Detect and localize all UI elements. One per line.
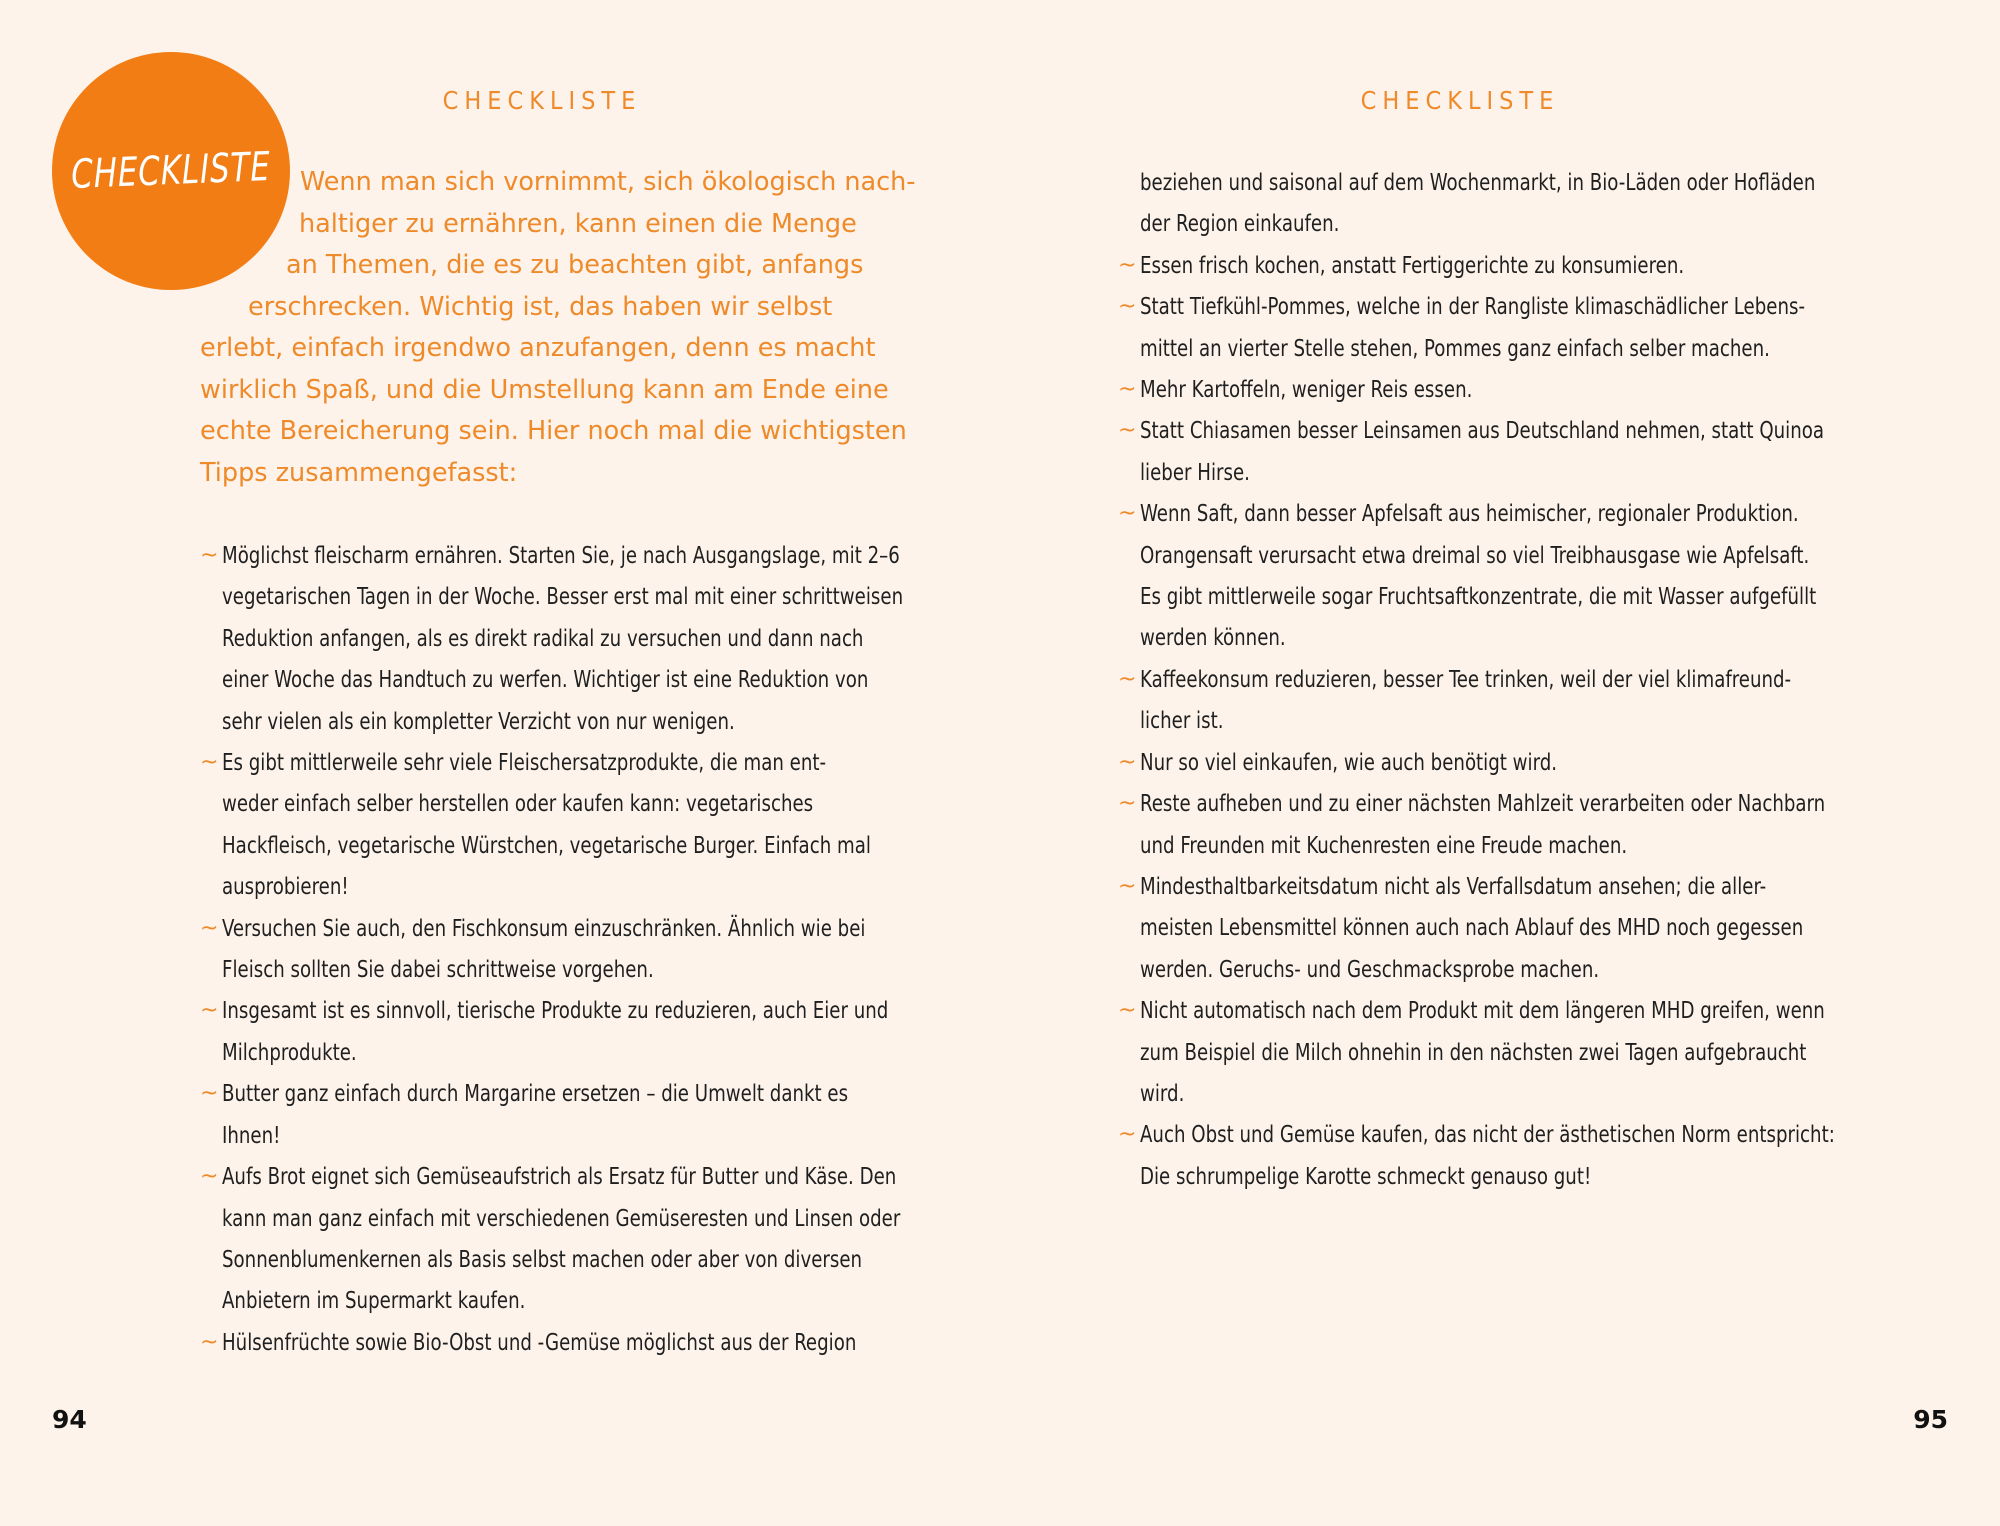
item-line: Es gibt mittlerweile sehr viele Fleischersatzprodukte, die man ent-: [222, 748, 827, 777]
checklist-left: [200, 535, 904, 1363]
list-item: [200, 1322, 900, 1363]
intro-line: haltiger zu ernähren, kann einen die Menge: [299, 208, 857, 239]
item-line: Es gibt mittlerweile sogar Fruchtsaftkonzentrate, die mit Wasser aufgefüllt: [1140, 582, 1817, 611]
item-line: Milchprodukte.: [222, 1037, 357, 1066]
list-item: [200, 742, 900, 908]
intro-line: echte Bereicherung sein. Hier noch mal die wichtigsten: [200, 416, 907, 446]
item-line: der Region einkaufen.: [1140, 209, 1340, 238]
page-number: 95: [1913, 1405, 1948, 1434]
item-line: Mindesthaltbarkeitsdatum nicht als Verfallsdatum ansehen; die aller-: [1140, 871, 1767, 900]
item-line: licher ist.: [1140, 706, 1224, 735]
list-item: [1118, 286, 1838, 369]
intro-line: wirklich Spaß, und die Umstellung kann am Ende eine: [200, 374, 889, 405]
tilde-bullet-icon: ~: [200, 1329, 219, 1355]
item-line: Möglichst fleischarm ernähren. Starten Sie, je nach Ausgangslage, mit 2–6: [222, 541, 900, 569]
item-line: Nicht automatisch nach dem Produkt mit dem längeren MHD greifen, wenn: [1140, 996, 1825, 1025]
item-line: Orangensaft verursacht etwa dreimal so viel Treibhausgase wie Apfelsaft.: [1140, 540, 1810, 569]
item-line: Wenn Saft, dann besser Apfelsaft aus heimischer, regionaler Produktion.: [1140, 499, 1799, 528]
list-item: [1118, 659, 1838, 742]
list-item: [1118, 990, 1838, 1114]
list-item-continued: [1118, 162, 1838, 245]
list-item: [200, 1073, 900, 1156]
list-item: [200, 908, 900, 991]
item-line: wird.: [1140, 1078, 1185, 1107]
running-head: CHECKLISTE: [1360, 86, 1560, 115]
tilde-bullet-icon: ~: [1118, 501, 1137, 527]
running-head: CHECKLISTE: [442, 86, 642, 115]
intro-line: an Themen, die es zu beachten gibt, anfangs: [286, 250, 864, 280]
item-line: Aufs Brot eignet sich Gemüseaufstrich als Ersatz für Butter und Käse. Den: [222, 1162, 897, 1191]
tilde-bullet-icon: ~: [1118, 749, 1137, 775]
item-line: Sonnenblumenkernen als Basis selbst machen oder aber von diversen: [222, 1244, 863, 1273]
tilde-bullet-icon: ~: [200, 998, 219, 1024]
item-line: vegetarischen Tagen in der Woche. Besser erst mal mit einer schrittweisen: [222, 582, 904, 611]
item-line: Essen frisch kochen, anstatt Fertiggerichte zu konsumieren.: [1140, 250, 1685, 279]
tilde-bullet-icon: ~: [1118, 873, 1137, 899]
list-item: [1118, 783, 1838, 866]
intro-line: erschrecken. Wichtig ist, das haben wir selbst: [248, 291, 833, 322]
tilde-bullet-icon: ~: [200, 750, 219, 776]
list-item: [1118, 245, 1838, 286]
list-item: [200, 1156, 900, 1322]
tilde-bullet-icon: ~: [1118, 666, 1137, 692]
item-line: Statt Tiefkühl-Pommes, welche in der Rangliste klimaschädlicher Lebens-: [1140, 292, 1806, 321]
item-line: zum Beispiel die Milch ohnehin in den nächsten zwei Tagen aufgebraucht: [1140, 1037, 1807, 1066]
item-line: Anbietern im Supermarkt kaufen.: [222, 1286, 526, 1315]
item-line: weder einfach selber herstellen oder kaufen kann: vegetarisches: [222, 789, 814, 818]
tilde-bullet-icon: ~: [200, 543, 219, 568]
item-line: Die schrumpelige Karotte schmeckt genauso gut!: [1140, 1161, 1592, 1190]
list-item: [200, 535, 904, 742]
list-item: [1118, 742, 1838, 783]
list-item: [200, 990, 900, 1073]
intro-line: Wenn man sich vornimmt, sich ökologisch nach-: [300, 167, 916, 197]
item-line: Fleisch sollten Sie dabei schrittweise vorgehen.: [222, 955, 654, 984]
right-page: [1000, 0, 2000, 1526]
tilde-bullet-icon: ~: [1118, 998, 1137, 1024]
tilde-bullet-icon: ~: [1118, 252, 1137, 278]
item-line: Versuchen Sie auch, den Fischkonsum einzuschränken. Ähnlich wie bei: [222, 913, 866, 942]
item-line: kann man ganz einfach mit verschiedenen Gemüseresten und Linsen oder: [222, 1203, 901, 1232]
item-line: meisten Lebensmittel können auch nach Ablauf des MHD noch gegessen: [1140, 913, 1804, 942]
item-line: werden können.: [1140, 623, 1286, 652]
list-item: [1118, 369, 1838, 410]
item-line: sehr vielen als ein kompletter Verzicht von nur wenigen.: [222, 706, 735, 735]
item-line: Auch Obst und Gemüse kaufen, das nicht der ästhetischen Norm entspricht:: [1140, 1120, 1835, 1149]
item-line: ausprobieren!: [222, 872, 349, 901]
item-line: mittel an vierter Stelle stehen, Pommes ganz einfach selber machen.: [1140, 333, 1770, 362]
item-line: Nur so viel einkaufen, wie auch benötigt wird.: [1140, 747, 1558, 776]
item-line: Statt Chiasamen besser Leinsamen aus Deutschland nehmen, statt Quinoa: [1140, 416, 1824, 445]
tilde-bullet-icon: ~: [200, 1164, 219, 1190]
item-line: beziehen und saisonal auf dem Wochenmarkt, in Bio-Läden oder Hofläden: [1140, 168, 1816, 196]
item-line: einer Woche das Handtuch zu werfen. Wichtiger ist eine Reduktion von: [222, 665, 869, 694]
page-number: 94: [52, 1405, 87, 1434]
intro-line: Tipps zusammengefasst:: [200, 457, 518, 488]
list-item: [1118, 866, 1838, 990]
item-line: und Freunden mit Kuchenresten eine Freude machen.: [1140, 830, 1628, 859]
item-line: lieber Hirse.: [1140, 457, 1250, 486]
checklist-right: [1118, 162, 1838, 1197]
intro-line: erlebt, einfach irgendwo anzufangen, denn es macht: [200, 333, 876, 363]
item-line: Hackfleisch, vegetarische Würstchen, vegetarische Burger. Einfach mal: [222, 830, 871, 859]
item-line: Kaffeekonsum reduzieren, besser Tee trinken, weil der viel klimafreund-: [1140, 664, 1792, 693]
tilde-bullet-icon: ~: [1118, 1122, 1137, 1148]
tilde-bullet-icon: ~: [1118, 791, 1137, 817]
item-line: werden. Geruchs- und Geschmacksprobe machen.: [1140, 954, 1600, 983]
item-line: Reduktion anfangen, als es direkt radikal zu versuchen und dann nach: [222, 623, 864, 652]
item-line: Ihnen!: [222, 1120, 281, 1149]
tilde-bullet-icon: ~: [1118, 418, 1137, 444]
item-line: Reste aufheben und zu einer nächsten Mahlzeit verarbeiten oder Nachbarn: [1140, 789, 1826, 818]
badge-label: CHECKLISTE: [70, 143, 272, 199]
list-item: [1118, 1114, 1838, 1197]
tilde-bullet-icon: ~: [1118, 377, 1137, 403]
item-line: Hülsenfrüchte sowie Bio-Obst und -Gemüse möglichst aus der Region: [222, 1327, 857, 1356]
item-line: Insgesamt ist es sinnvoll, tierische Produkte zu reduzieren, auch Eier und: [222, 996, 889, 1025]
list-item: [1118, 493, 1838, 659]
item-line: Butter ganz einfach durch Margarine ersetzen – die Umwelt dankt es: [222, 1079, 849, 1108]
tilde-bullet-icon: ~: [1118, 294, 1137, 320]
list-item: [1118, 410, 1838, 493]
tilde-bullet-icon: ~: [200, 1081, 219, 1107]
item-line: Mehr Kartoffeln, weniger Reis essen.: [1140, 375, 1473, 404]
tilde-bullet-icon: ~: [200, 915, 219, 941]
intro-paragraph: [200, 162, 916, 494]
